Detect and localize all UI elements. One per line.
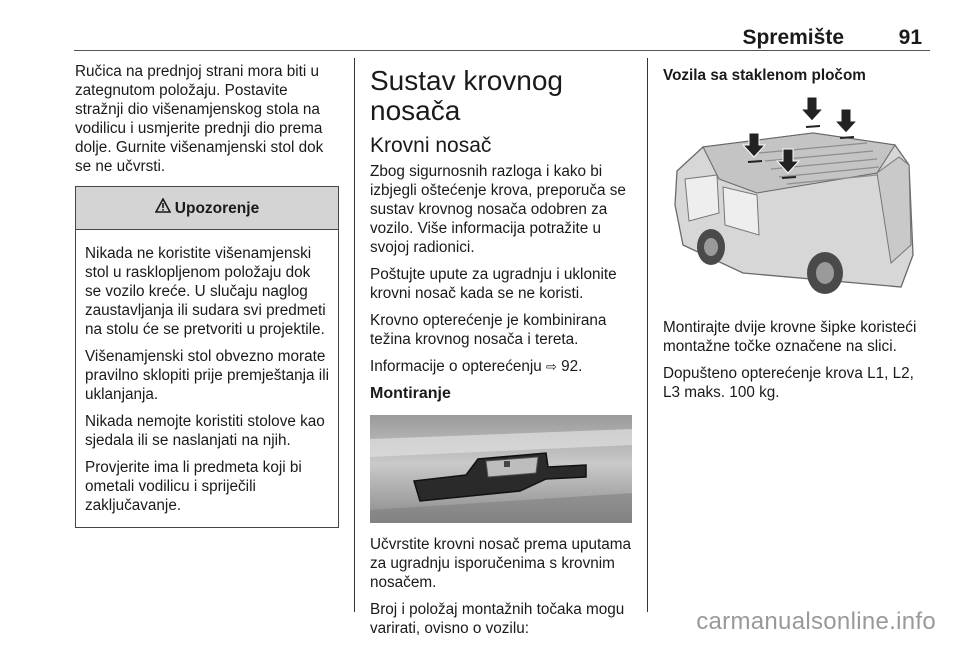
roof-rack-paragraph-3: Krovno opterećenje je kombinirana težina krovnog nosača i tereta. [370, 312, 607, 348]
glass-panel-heading: Vozila sa staklenom pločom [663, 67, 866, 84]
column-divider-1 [354, 58, 355, 612]
roof-rack-paragraph-1: Zbog sigurnosnih razloga i kako bi izbjegli oštećenje krova, preporuča se sustav krovnog nosača odobren za vozilo. Više informacija potražite u svojoj radionici. [370, 163, 626, 256]
van-roof-mounting-illustration [663, 95, 927, 300]
column-3 [663, 62, 931, 410]
page-number: 91 [898, 26, 922, 49]
glass-panel-paragraph-1: Montirajte dvije krovne šipke koristeći montažne točke označene na slici. [663, 319, 917, 355]
warning-title: Upozorenje [174, 199, 260, 217]
mounting-title: Montiranje [370, 385, 451, 402]
section-title: Sustav krovnog nosača [370, 65, 563, 126]
mounting-paragraph-2: Broj i položaj montažnih točaka mogu varirati, ovisno o vozilu: [370, 601, 625, 637]
warning-box [75, 186, 339, 528]
roof-rack-paragraph-2: Poštujte upute za ugradnju i uklonite krovni nosač kada se ne koristi. [370, 266, 617, 302]
warning-paragraph-4: Provjerite ima li predmeta koji bi ometali vodilicu i spriječili zaključavanje. [85, 459, 302, 514]
column-divider-2 [647, 58, 648, 612]
header-rule [74, 50, 930, 51]
mounting-paragraph-1: Učvrstite krovni nosač prema uputama za ugradnju isporučenima s krovnim nosačem. [370, 536, 632, 591]
load-info-paragraph [370, 357, 634, 376]
page-title: Spremište [742, 26, 844, 49]
warning-header [76, 187, 338, 230]
warning-paragraph-2: Višenamjenski stol obvezno morate pravilno sklopiti prije premještanja ili uklanjanja. [85, 348, 330, 403]
page-reference-arrow-icon: ⇨ [546, 359, 557, 374]
warning-triangle-icon [155, 198, 171, 218]
warning-paragraph-1: Nikada ne koristite višenamjenski stol u rasklopljenom položaju dok se vozilo kreće. U slučaju naglog zaustavljanja ili sudara svi predmeti na stolu će se pretvoriti u projektile. [85, 245, 326, 338]
load-info-page-ref[interactable]: 92. [561, 358, 583, 375]
watermark-text: carmanualsonline.info [696, 608, 936, 635]
glass-panel-paragraph-2: Dopušteno opterećenje krova L1, L2, L3 maks. 100 kg. [663, 365, 914, 401]
intro-paragraph: Ručica na prednjoj strani mora biti u zategnutom položaju. Postavite stražnji dio višenamjenskog stola na vodilicu i usmjerite prednji dio prema dolje. Gurnite višenamjenski stol dok se ne učvrsti. [75, 63, 324, 175]
column-2 [370, 62, 634, 646]
subsection-title: Krovni nosač [370, 134, 492, 157]
column-1 [75, 62, 339, 528]
warning-paragraph-3: Nikada nemojte koristiti stolove kao sjedala ili se naslanjati na njih. [85, 413, 325, 449]
mounting-point-illustration [370, 415, 632, 523]
page-header [74, 22, 930, 52]
load-info-text: Informacije o opterećenju [370, 358, 542, 375]
warning-body [76, 230, 338, 527]
